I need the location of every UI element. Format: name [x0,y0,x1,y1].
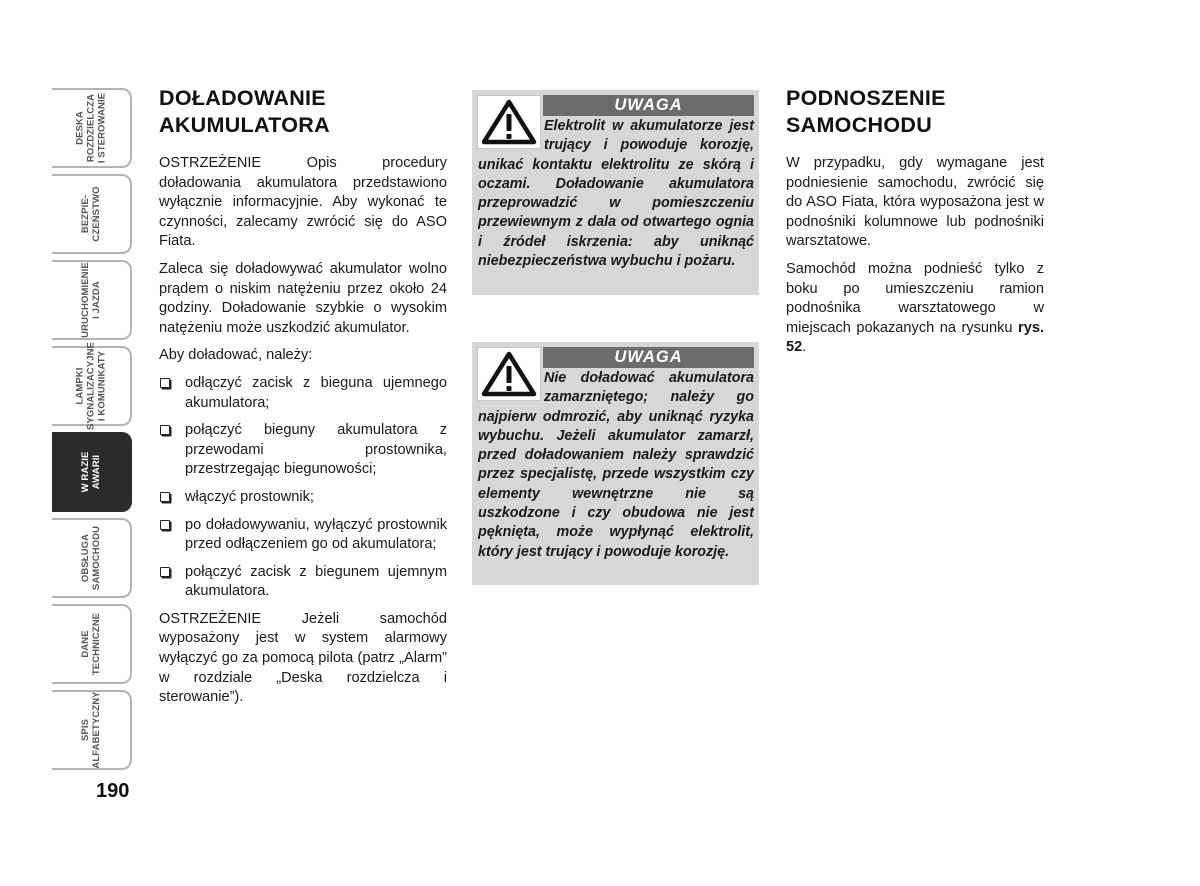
list-item [159,563,447,602]
figure-reference[interactable]: rys. 52 [786,319,1044,356]
tab-label: URUCHOMIENIE I JAZDA [80,262,102,338]
warning-text: Elektrolit w akumulatorze jest trujący i powoduje korozję, unikać kontaktu elektrolitu ze skórą i oczami. Doładowanie akumulatora przeprowadzić w pomieszczeniu przewiewnym z dala od otwartego ognia i źródeł iskrzenia: aby uniknąć niebezpieczeństwa wybuchu i pożaru. [478,118,754,270]
note-text: Opis procedury doładowania akumulatora przedstawiono wyłącznie informacyjnie. Aby wykonać te czynności, zalecamy zwrócić się do ASO Fiata. [159,155,447,250]
lifting-section [786,85,1044,366]
warning-box-frozen-battery [472,342,759,585]
charging-section [159,85,447,716]
note-label: OSTRZEŻENIE [159,155,262,171]
section-heading: DOŁADOWANIE AKUMULATORA [159,86,330,137]
list-item [159,421,447,480]
checkbox-bullet-icon [160,567,170,577]
checkbox-bullet-icon [160,520,170,530]
tab-label: W RAZIE AWARII [80,451,102,493]
tab-label: BEZPIE- CZEŃSTWO [80,186,102,242]
step-text: połączyć bieguny akumulatora z przewodami prostownika, przestrzegając biegunowości; [185,422,447,478]
tab-bezpieczenstwo[interactable] [52,174,132,254]
tab-lampki[interactable] [52,342,132,430]
note-label: OSTRZEŻENIE [159,610,262,627]
step-text: po doładowywaniu, wyłączyć prostownik przed odłączeniem go od akumulatora; [185,516,447,553]
steps-list [159,374,447,602]
step-text: włączyć prostownik; [185,488,314,505]
section-heading: PODNOSZENIE SAMOCHODU [786,86,946,137]
tab-uruchomienie[interactable] [52,260,132,340]
tab-label: DANE TECHNICZNE [80,612,102,676]
body-text: Samochód można podnieść tylko z boku po umieszczeniu ramion podnośnika warsztatowego w miejscach pokazanych na rysunku [786,260,1044,336]
step-text: połączyć zacisk z biegunem ujemnym akumulatora. [185,563,447,600]
body-paragraph: W przypadku, gdy wymagane jest podniesienie samochodu, zwrócić się do ASO Fiata, która wyposażona jest w podnośniki kolumnowe lub podnośniki warsztatowe. [786,155,1044,250]
page-number: 190 [96,780,130,802]
tab-label: OBSŁUGA SAMOCHODU [80,525,102,591]
tab-spis-alfabetyczny[interactable] [52,690,132,770]
body-paragraph [786,260,1044,358]
note-text: Jeżeli samochód wyposażony jest w system alarmowy wyłączyć go za pomocą pilota (patrz „Alarm” w rozdziale „Deska rozdzielcza i sterowanie”). [159,610,447,706]
step-text: odłączyć zacisk z bieguna ujemnego akumulatora; [185,374,447,411]
warning-title: UWAGA [543,95,754,116]
tab-label: SPIS ALFABETYCZNY [80,691,102,769]
list-item [159,488,447,508]
note-paragraph [159,154,447,252]
checkbox-bullet-icon [160,378,170,388]
warning-text: Nie doładować akumulatora zamarzniętego; należy go najpierw odmrozić, aby uniknąć ryzyka wybuchu. Jeżeli akumulator zamarzł, przed doładowaniem należy sprawdzić przez specjalistę, przede wszystkim czy elementy wewnętrzne nie są uszkodzone i czy obudowa nie jest pęknięta, może wypłynąć elektrolit, który jest trujący i powoduje korozję. [478,370,754,560]
checkbox-bullet-icon [160,492,170,502]
warning-title: UWAGA [543,347,754,368]
steps-intro: Aby doładować, należy: [159,347,313,364]
body-paragraph: Zaleca się doładowywać akumulator wolno prądem o niskim natężeniu przez około 24 godziny. Doładowanie szybkie o wysokim natężeniu może uszkodzić akumulator. [159,260,447,336]
tab-deska-rozdzielcza[interactable] [52,88,132,168]
tab-obsluga[interactable] [52,518,132,598]
tab-w-razie-awarii[interactable] [52,432,132,512]
tab-label: LAMPKI SYGNALIZACYJNE I KOMUNIKATY [74,342,108,430]
tab-label: DESKA ROZDZIELCZA I STEROWANIE [74,92,108,164]
list-item [159,374,447,413]
body-text-end: . [802,339,807,356]
checkbox-bullet-icon [160,425,170,435]
warning-box-electrolyte [472,90,759,295]
list-item [159,516,447,555]
tab-dane-techniczne[interactable] [52,604,132,684]
note-paragraph [159,610,447,708]
